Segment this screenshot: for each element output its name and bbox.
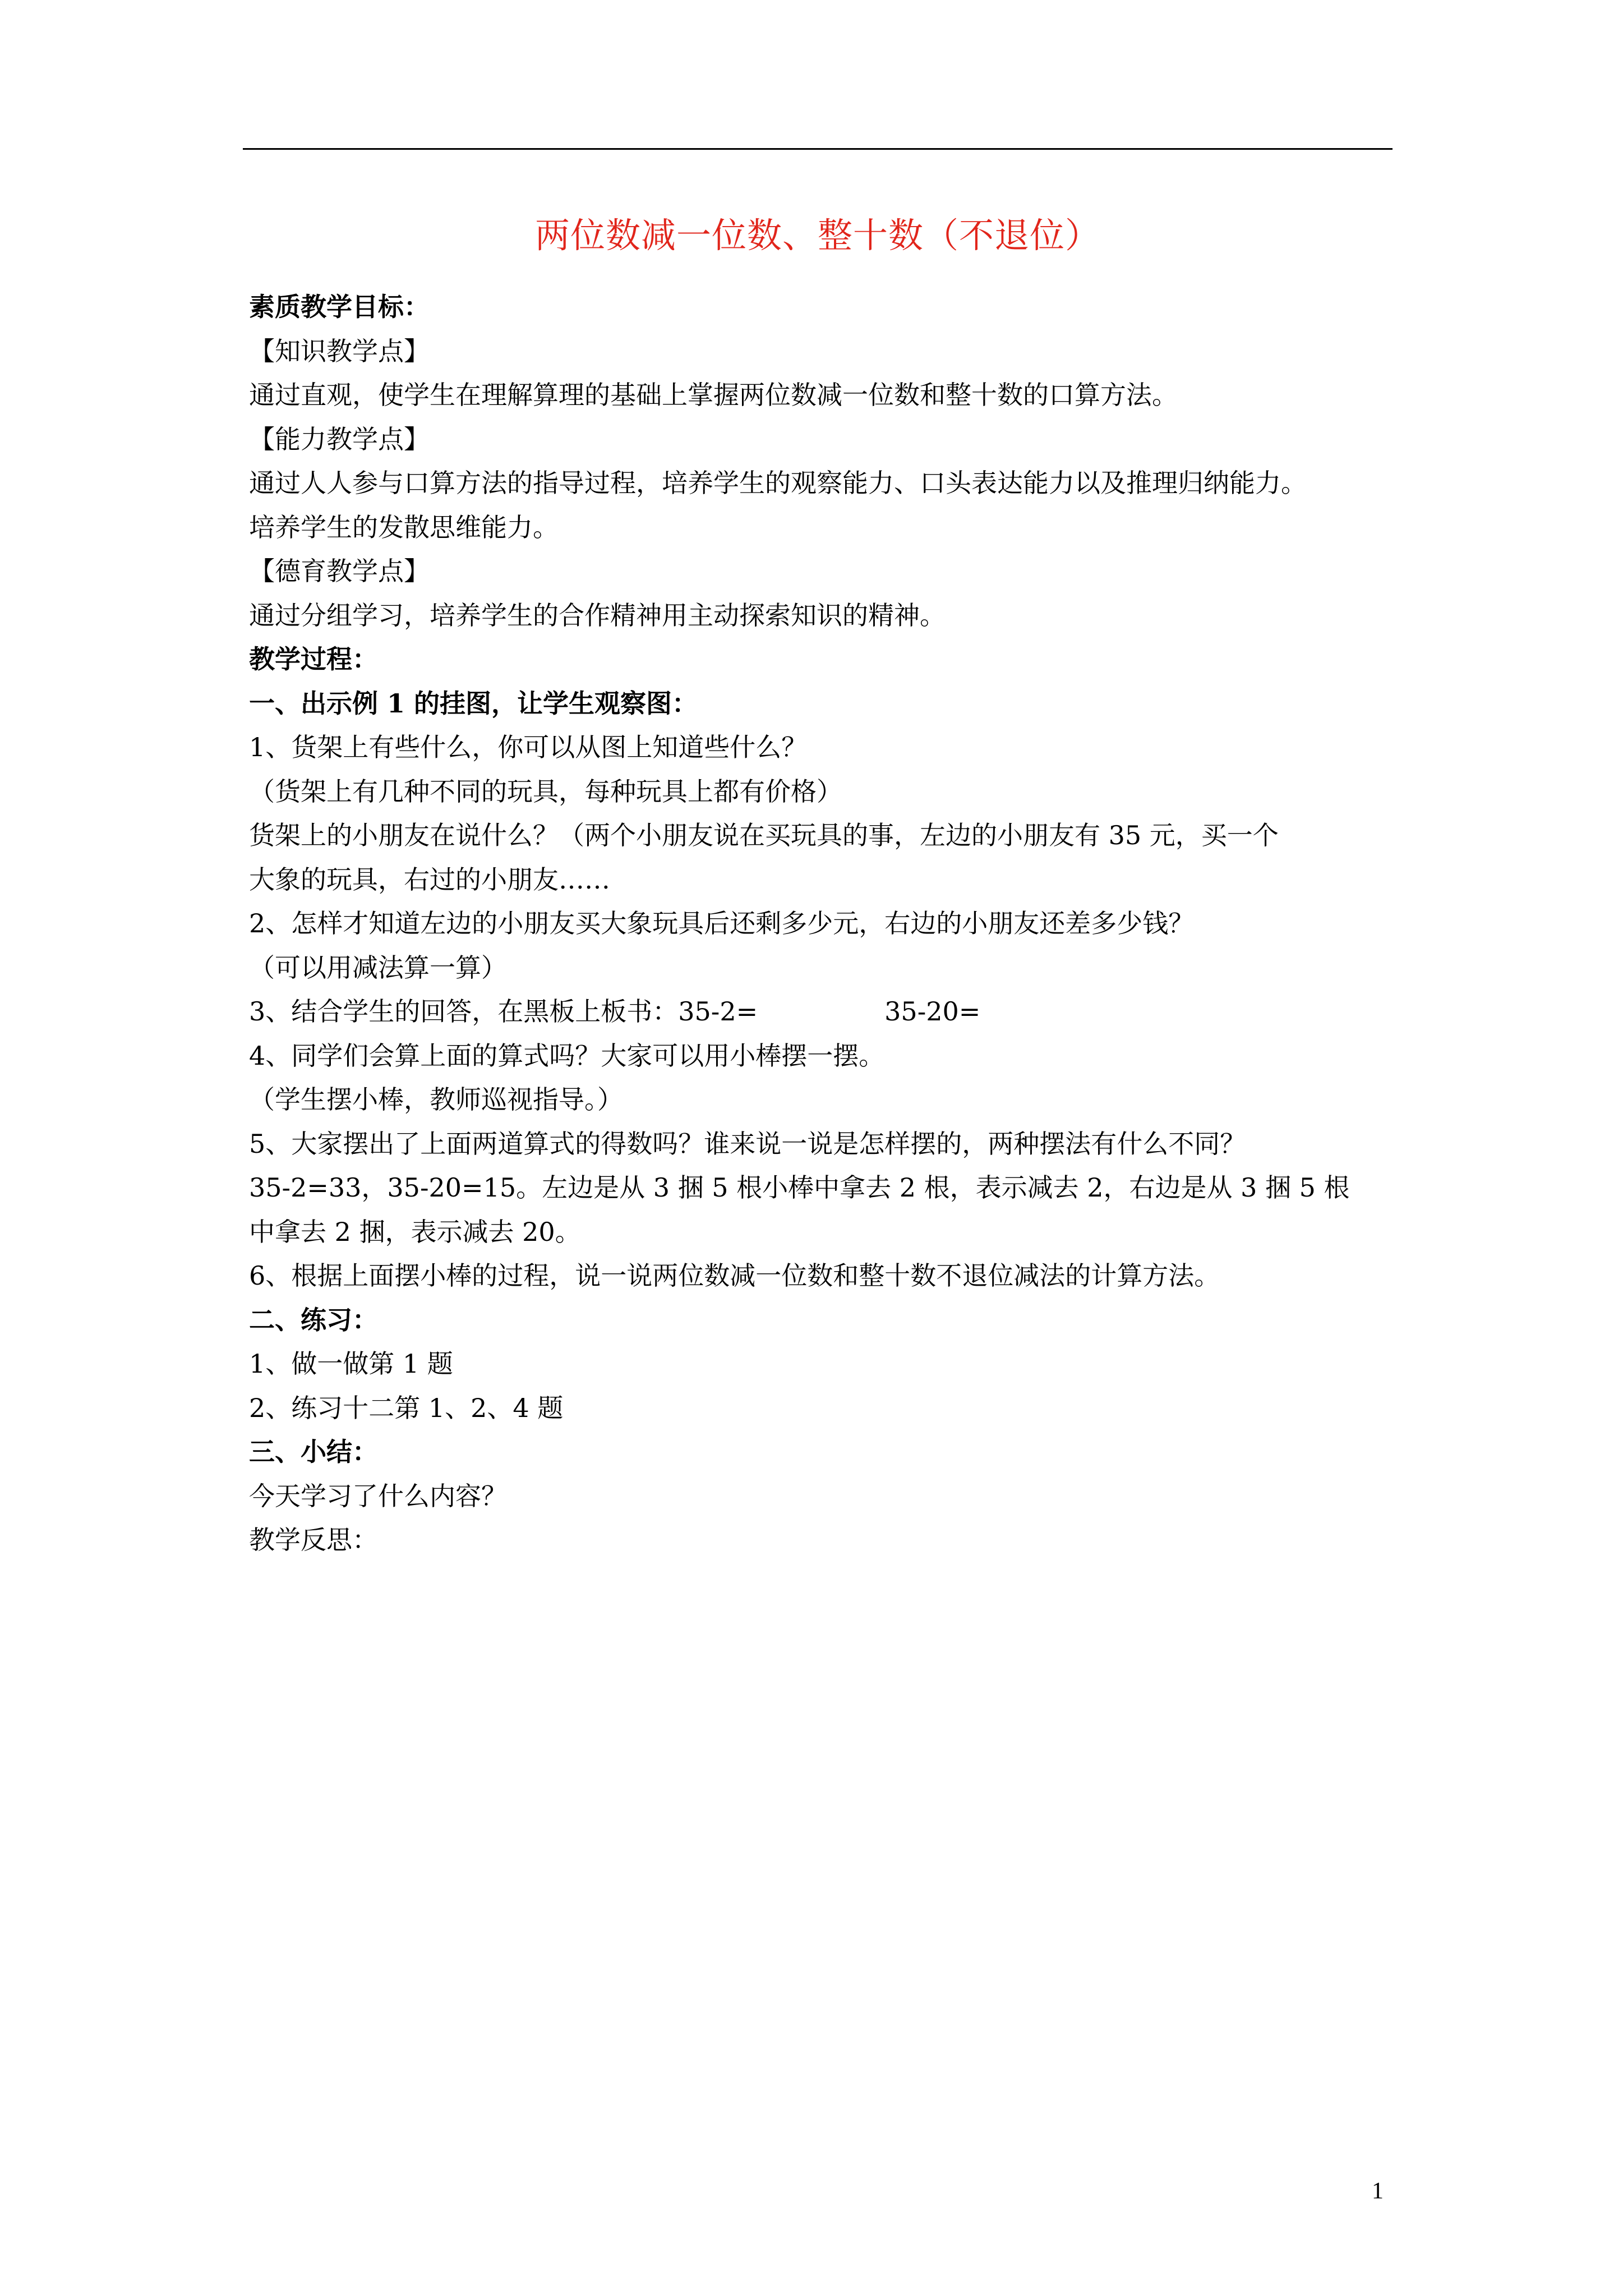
process-item-4-note: （学生摆小棒，教师巡视指导。） <box>249 1084 623 1115</box>
process-item-5: 5、大家摆出了上面两道算式的得数吗？谁来说一说是怎样摆的，两种摆法有什么不同？ <box>249 1128 1246 1159</box>
paragraph-ability-1: 通过人人参与口算方法的指导过程，培养学生的观察能力、口头表达能力以及推理归纳能力。 <box>249 468 1307 498</box>
subheading-ability: 【能力教学点】 <box>249 424 430 454</box>
section-heading-goals: 素质教学目标： <box>249 292 430 322</box>
process-item-1-answer: （货架上有几种不同的玩具，每种玩具上都有价格） <box>249 776 842 807</box>
subheading-knowledge: 【知识教学点】 <box>249 335 430 366</box>
process-item-2: 2、怎样才知道左边的小朋友买大象玩具后还剩多少元，右边的小朋友还差多少钱？ <box>249 908 1195 938</box>
section-heading-step-one: 一、出示例 1 的挂图，让学生观察图： <box>249 688 698 719</box>
teaching-reflection: 教学反思： <box>249 1525 378 1555</box>
process-item-1-continued: 大象的玩具，右过的小朋友…… <box>249 864 610 895</box>
section-heading-summary: 三、小结： <box>249 1437 378 1467</box>
header-rule <box>243 148 1393 150</box>
process-item-5-explanation-1: 35-2=33，35-20=15。左边是从 3 捆 5 根小棒中拿去 2 根，表示减去 2，右边是从 3 捆 5 根 <box>249 1172 1350 1203</box>
process-item-1-question: 货架上的小朋友在说什么？（两个小朋友说在买玩具的事，左边的小朋友有 35 元，买一个 <box>249 820 1279 850</box>
process-item-3-equation: 35-20= <box>884 996 981 1027</box>
page-number: 1 <box>1372 2178 1384 2204</box>
summary-question: 今天学习了什么内容？ <box>249 1480 507 1511</box>
process-item-3 <box>249 990 1399 1034</box>
document-title: 两位数减一位数、整十数（不退位） <box>534 215 1100 256</box>
process-item-4: 4、同学们会算上面的算式吗？大家可以用小棒摆一摆。 <box>249 1040 885 1071</box>
practice-item-2: 2、练习十二第 1、2、4 题 <box>249 1392 564 1423</box>
process-item-2-answer: （可以用减法算一算） <box>249 952 507 983</box>
paragraph-moral: 通过分组学习，培养学生的合作精神用主动探索知识的精神。 <box>249 600 946 631</box>
process-item-1: 1、货架上有些什么，你可以从图上知道些什么？ <box>249 732 808 762</box>
section-heading-practice: 二、练习： <box>249 1304 378 1335</box>
process-item-3-text: 3、结合学生的回答，在黑板上板书：35-2= <box>249 996 758 1027</box>
subheading-moral: 【德育教学点】 <box>249 556 430 586</box>
section-heading-process: 教学过程： <box>249 644 378 674</box>
paragraph-knowledge: 通过直观，使学生在理解算理的基础上掌握两位数减一位数和整十数的口算方法。 <box>249 380 1178 410</box>
practice-item-1: 1、做一做第 1 题 <box>249 1349 453 1379</box>
process-item-6: 6、根据上面摆小棒的过程，说一说两位数减一位数和整十数不退位减法的计算方法。 <box>249 1260 1220 1291</box>
paragraph-ability-2: 培养学生的发散思维能力。 <box>249 512 559 542</box>
process-item-5-explanation-2: 中拿去 2 捆，表示减去 20。 <box>249 1216 581 1247</box>
document-body <box>249 285 1399 1562</box>
